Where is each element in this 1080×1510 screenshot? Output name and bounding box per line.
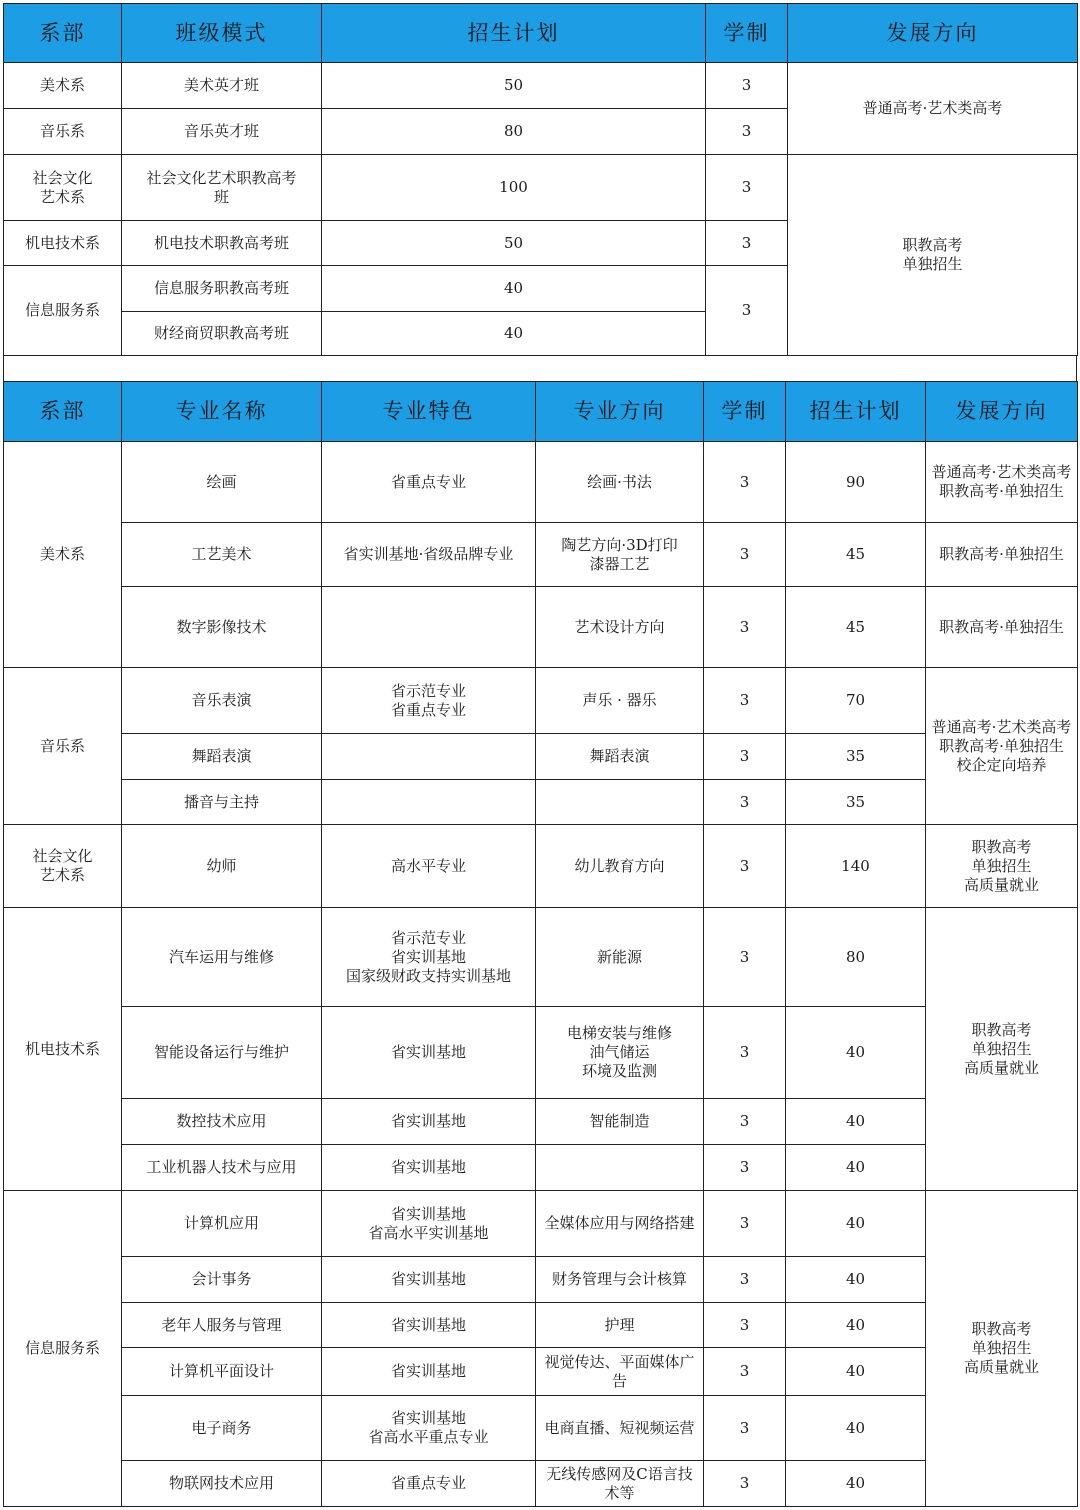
plan-cell: 80 [322,109,706,155]
table-row [4,1099,1078,1145]
future-cell: 普通高考·艺术类高考 职教高考·单独招生 [926,442,1078,523]
feature-cell: 省实训基地 [322,1007,536,1099]
dept-cell: 社会文化 艺术系 [4,825,122,908]
major-name-cell: 会计事务 [122,1257,322,1303]
years-cell: 3 [704,668,786,734]
direction-cell: 职教高考 单独招生 [788,155,1078,356]
class-mode-cell: 美术英才班 [122,63,322,109]
years-cell: 3 [704,587,786,668]
future-cell: 职教高考 单独招生 高质量就业 [926,825,1078,908]
table-row [4,1145,1078,1191]
class-mode-cell: 机电技术职教高考班 [122,221,322,266]
table-row [4,442,1078,523]
feature-cell: 高水平专业 [322,825,536,908]
major-name-cell: 计算机应用 [122,1191,322,1257]
major-name-cell: 数控技术应用 [122,1099,322,1145]
dept-cell: 音乐系 [4,109,122,155]
major-name-cell: 计算机平面设计 [122,1348,322,1396]
major-name-cell: 智能设备运行与维护 [122,1007,322,1099]
plan-cell: 40 [786,1396,926,1461]
years-cell: 3 [706,266,788,356]
feature-cell: 省实训基地 [322,1303,536,1348]
class-mode-table [3,3,1078,356]
class-mode-cell: 音乐英才班 [122,109,322,155]
header-direction: 发展方向 [788,4,1078,63]
table-row [4,825,1078,908]
class-mode-cell: 财经商贸职教高考班 [122,312,322,356]
dept-cell: 美术系 [4,442,122,668]
feature-cell: 省示范专业 省重点专业 [322,668,536,734]
plan-cell: 40 [786,1145,926,1191]
plan-cell: 40 [786,1257,926,1303]
years-cell: 3 [704,1348,786,1396]
major-table [3,381,1078,1507]
feature-cell [322,780,536,825]
feature-cell [322,587,536,668]
class-mode-cell: 信息服务职教高考班 [122,266,322,312]
table-row [4,63,1078,109]
major-name-cell: 音乐表演 [122,668,322,734]
years-cell: 3 [704,1461,786,1507]
direction-cell: 电商直播、短视频运营 [536,1396,704,1461]
header-dept: 系部 [4,382,122,442]
years-cell: 3 [704,1007,786,1099]
years-cell: 3 [704,825,786,908]
feature-cell: 省重点专业 [322,442,536,523]
plan-cell: 40 [786,1348,926,1396]
years-cell: 3 [706,221,788,266]
header-future: 发展方向 [926,382,1078,442]
table-row [4,1396,1078,1461]
feature-cell: 省实训基地 [322,1145,536,1191]
direction-cell [536,780,704,825]
dept-cell: 机电技术系 [4,221,122,266]
table-row [4,908,1078,1007]
future-cell: 普通高考·艺术类高考 职教高考·单独招生 校企定向培养 [926,668,1078,825]
table-row [4,1007,1078,1099]
major-name-cell: 工艺美术 [122,523,322,587]
table-row [4,1348,1078,1396]
plan-cell: 100 [322,155,706,221]
table-row [4,780,1078,825]
direction-cell: 全媒体应用与网络搭建 [536,1191,704,1257]
direction-cell: 新能源 [536,908,704,1007]
major-name-cell: 工业机器人技术与应用 [122,1145,322,1191]
years-cell: 3 [704,1303,786,1348]
plan-cell: 40 [786,1099,926,1145]
dept-cell: 社会文化 艺术系 [4,155,122,221]
table-row [4,587,1078,668]
header-class-mode: 班级模式 [122,4,322,63]
header-feature: 专业特色 [322,382,536,442]
plan-cell: 40 [322,312,706,356]
dept-cell: 信息服务系 [4,266,122,356]
plan-cell: 80 [786,908,926,1007]
major-name-cell: 汽车运用与维修 [122,908,322,1007]
direction-cell: 护理 [536,1303,704,1348]
major-name-cell: 播音与主持 [122,780,322,825]
table-header-row [4,382,1078,442]
table-row [4,523,1078,587]
plan-cell: 90 [786,442,926,523]
feature-cell: 省实训基地 省高水平实训基地 [322,1191,536,1257]
plan-cell: 45 [786,523,926,587]
header-plan: 招生计划 [322,4,706,63]
plan-cell: 40 [786,1191,926,1257]
dept-cell: 音乐系 [4,668,122,825]
feature-cell: 省实训基地 [322,1348,536,1396]
feature-cell: 省实训基地 [322,1099,536,1145]
table-row [4,1257,1078,1303]
table-header-row [4,4,1078,63]
direction-cell: 电梯安装与维修 油气储运 环境及监测 [536,1007,704,1099]
header-dept: 系部 [4,4,122,63]
direction-cell: 舞蹈表演 [536,734,704,780]
years-cell: 3 [704,1257,786,1303]
direction-cell: 无线传感网及C语言技术等 [536,1461,704,1507]
major-name-cell: 幼师 [122,825,322,908]
table-row [4,155,1078,221]
future-cell: 职教高考 单独招生 高质量就业 [926,908,1078,1191]
years-cell: 3 [704,908,786,1007]
years-cell: 3 [706,155,788,221]
feature-cell: 省示范专业 省实训基地 国家级财政支持实训基地 [322,908,536,1007]
plan-cell: 140 [786,825,926,908]
direction-cell: 绘画·书法 [536,442,704,523]
future-cell: 职教高考·单独招生 [926,587,1078,668]
future-cell: 职教高考·单独招生 [926,523,1078,587]
years-cell: 3 [704,442,786,523]
future-cell: 职教高考 单独招生 高质量就业 [926,1191,1078,1507]
dept-cell: 信息服务系 [4,1191,122,1507]
plan-cell: 40 [786,1461,926,1507]
header-major-name: 专业名称 [122,382,322,442]
feature-cell: 省实训基地·省级品牌专业 [322,523,536,587]
header-major-direction: 专业方向 [536,382,704,442]
direction-cell: 艺术设计方向 [536,587,704,668]
years-cell: 3 [704,1099,786,1145]
plan-cell: 40 [786,1303,926,1348]
years-cell: 3 [704,780,786,825]
header-years: 学制 [704,382,786,442]
header-years: 学制 [706,4,788,63]
plan-cell: 70 [786,668,926,734]
direction-cell: 声乐 · 器乐 [536,668,704,734]
plan-cell: 40 [786,1007,926,1099]
major-name-cell: 老年人服务与管理 [122,1303,322,1348]
major-name-cell: 数字影像技术 [122,587,322,668]
years-cell: 3 [704,1396,786,1461]
direction-cell: 陶艺方向·3D打印 漆器工艺 [536,523,704,587]
feature-cell: 省实训基地 省高水平重点专业 [322,1396,536,1461]
direction-cell: 财务管理与会计核算 [536,1257,704,1303]
table-row [4,1191,1078,1257]
feature-cell: 省实训基地 [322,1257,536,1303]
major-name-cell: 物联网技术应用 [122,1461,322,1507]
years-cell: 3 [704,734,786,780]
direction-cell: 幼儿教育方向 [536,825,704,908]
years-cell: 3 [704,1191,786,1257]
header-plan: 招生计划 [786,382,926,442]
plan-cell: 50 [322,221,706,266]
dept-cell: 机电技术系 [4,908,122,1191]
table-row [4,668,1078,734]
direction-cell [536,1145,704,1191]
years-cell: 3 [706,63,788,109]
direction-cell: 普通高考·艺术类高考 [788,63,1078,155]
direction-cell: 视觉传达、平面媒体广告 [536,1348,704,1396]
years-cell: 3 [704,1145,786,1191]
table-row [4,1303,1078,1348]
plan-cell: 50 [322,63,706,109]
direction-cell: 智能制造 [536,1099,704,1145]
major-name-cell: 绘画 [122,442,322,523]
plan-cell: 35 [786,734,926,780]
plan-cell: 45 [786,587,926,668]
feature-cell [322,734,536,780]
years-cell: 3 [704,523,786,587]
feature-cell: 省重点专业 [322,1461,536,1507]
plan-cell: 40 [322,266,706,312]
table-row [4,1461,1078,1507]
plan-cell: 35 [786,780,926,825]
dept-cell: 美术系 [4,63,122,109]
years-cell: 3 [706,109,788,155]
major-name-cell: 电子商务 [122,1396,322,1461]
class-mode-cell: 社会文化艺术职教高考 班 [122,155,322,221]
table-row [4,734,1078,780]
table-spacer [3,355,1077,381]
major-name-cell: 舞蹈表演 [122,734,322,780]
